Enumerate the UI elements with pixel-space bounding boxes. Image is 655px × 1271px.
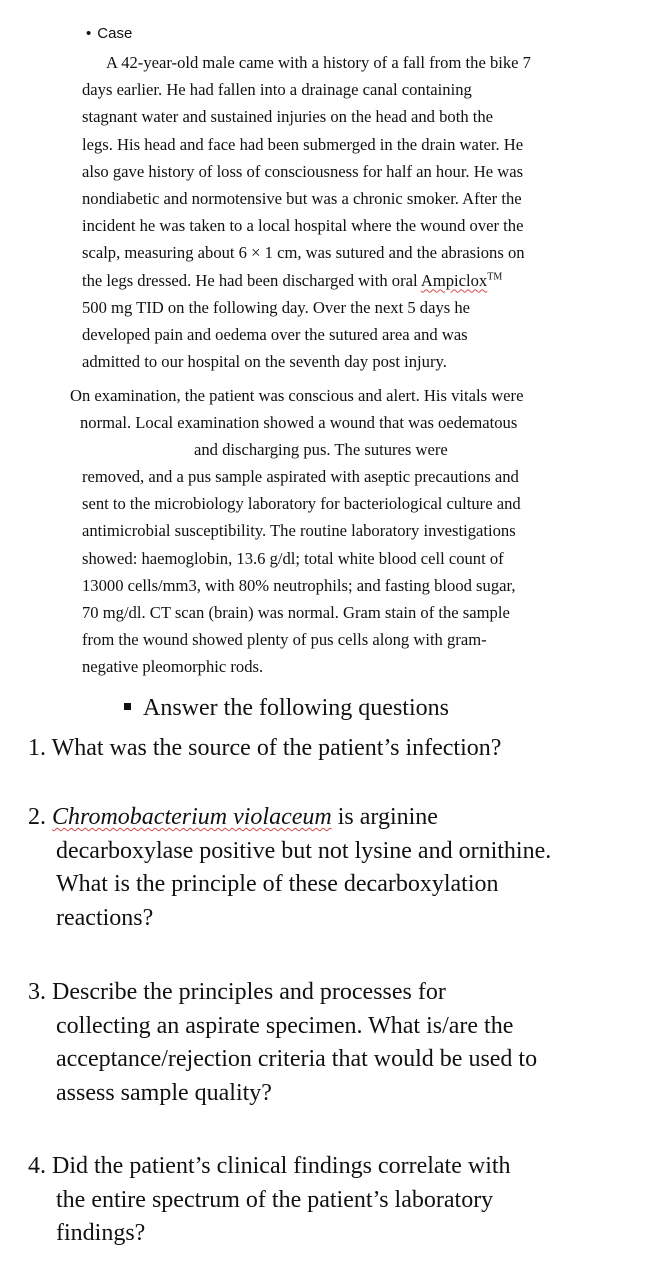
paragraph-line: developed pain and oedema over the sutured area and was bbox=[82, 325, 468, 345]
paragraph-line: On examination, the patient was conscious and alert. His vitals were bbox=[70, 386, 524, 405]
question-line-text: is arginine bbox=[331, 804, 438, 830]
case-paragraph-laboratory bbox=[82, 463, 521, 681]
question-1 bbox=[28, 732, 501, 766]
question-line: 1. What was the source of the patient’s infection? bbox=[28, 735, 502, 761]
paragraph-line: 500 mg TID on the following day. Over the next 5 days he bbox=[82, 297, 471, 317]
paragraph-line: and discharging pus. The sutures were bbox=[194, 440, 448, 460]
paragraph-line: from the wound showed plenty of pus cells along with gram- bbox=[82, 630, 487, 650]
question-line: collecting an aspirate specimen. What is/are the bbox=[56, 1012, 514, 1039]
question-number: 2. bbox=[28, 804, 52, 830]
paragraph-line: 13000 cells/mm3, with 80% neutrophils; and fasting blood sugar, bbox=[82, 575, 516, 595]
paragraph-line: scalp, measuring about 6 × 1 cm, was sutured and the abrasions on bbox=[82, 243, 525, 263]
paragraph-line: admitted to our hospital on the seventh day post injury. bbox=[82, 352, 447, 372]
paragraph-line: stagnant water and sustained injuries on the head and both the bbox=[82, 107, 494, 127]
question-4 bbox=[28, 1150, 511, 1251]
question-3 bbox=[28, 976, 537, 1110]
paragraph-line: showed: haemoglobin, 13.6 g/dl; total white blood cell count of bbox=[82, 548, 504, 568]
paragraph-line: negative pleomorphic rods. bbox=[82, 657, 264, 677]
paragraph-line: also gave history of loss of consciousness for half an hour. He was bbox=[82, 161, 524, 181]
paragraph-line: 70 mg/dl. CT scan (brain) was normal. Gram stain of the sample bbox=[82, 603, 510, 623]
paragraph-line: sent to the microbiology laboratory for bacteriological culture and bbox=[82, 494, 521, 514]
paragraph-line: days earlier. He had fallen into a drainage canal containing bbox=[82, 80, 472, 100]
drug-name: Ampiclox bbox=[420, 270, 488, 290]
case-paragraph-examination bbox=[70, 382, 523, 464]
paragraph-line: legs. His head and face had been submerged in the drain water. He bbox=[82, 134, 524, 154]
question-line: What is the principle of these decarboxylation bbox=[56, 871, 499, 897]
answer-heading bbox=[124, 692, 449, 724]
question-line: 4. Did the patient’s clinical findings correlate with bbox=[28, 1153, 511, 1179]
question-line: decarboxylase positive but not lysine and ornithine. bbox=[56, 837, 552, 864]
case-heading bbox=[86, 22, 132, 46]
paragraph-line: A 42-year-old male came with a history of a fall from the bike 7 bbox=[106, 53, 531, 72]
question-line-with-organism bbox=[28, 801, 551, 835]
paragraph-line: incident he was taken to a local hospital where the wound over the bbox=[82, 216, 524, 236]
square-bullet-icon bbox=[124, 703, 131, 710]
question-line: 3. Describe the principles and processes for bbox=[28, 979, 446, 1005]
paragraph-line-with-drug bbox=[82, 267, 531, 294]
paragraph-line-text: the legs dressed. He had been discharged with oral bbox=[82, 270, 421, 290]
question-line: assess sample quality? bbox=[56, 1079, 272, 1106]
paragraph-line: antimicrobial susceptibility. The routine laboratory investigations bbox=[82, 521, 516, 541]
answer-heading-text: Answer the following questions bbox=[143, 695, 449, 721]
paragraph-line: normal. Local examination showed a wound that was oedematous bbox=[80, 413, 518, 433]
question-2 bbox=[28, 801, 551, 935]
paragraph-line: removed, and a pus sample aspirated with aseptic precautions and bbox=[82, 467, 519, 486]
question-line: acceptance/rejection criteria that would be used to bbox=[56, 1046, 538, 1072]
organism-name: Chromobacterium violaceum bbox=[52, 804, 332, 830]
paragraph-line: nondiabetic and normotensive but was a chronic smoker. After the bbox=[82, 189, 522, 209]
question-line: reactions? bbox=[56, 904, 154, 931]
question-line: findings? bbox=[56, 1220, 146, 1246]
question-line: the entire spectrum of the patient’s laboratory bbox=[56, 1186, 494, 1213]
case-heading-text: Case bbox=[97, 25, 133, 42]
trademark-symbol: TM bbox=[487, 271, 503, 283]
bullet-icon: • bbox=[86, 25, 92, 42]
case-paragraph-history bbox=[82, 49, 531, 375]
